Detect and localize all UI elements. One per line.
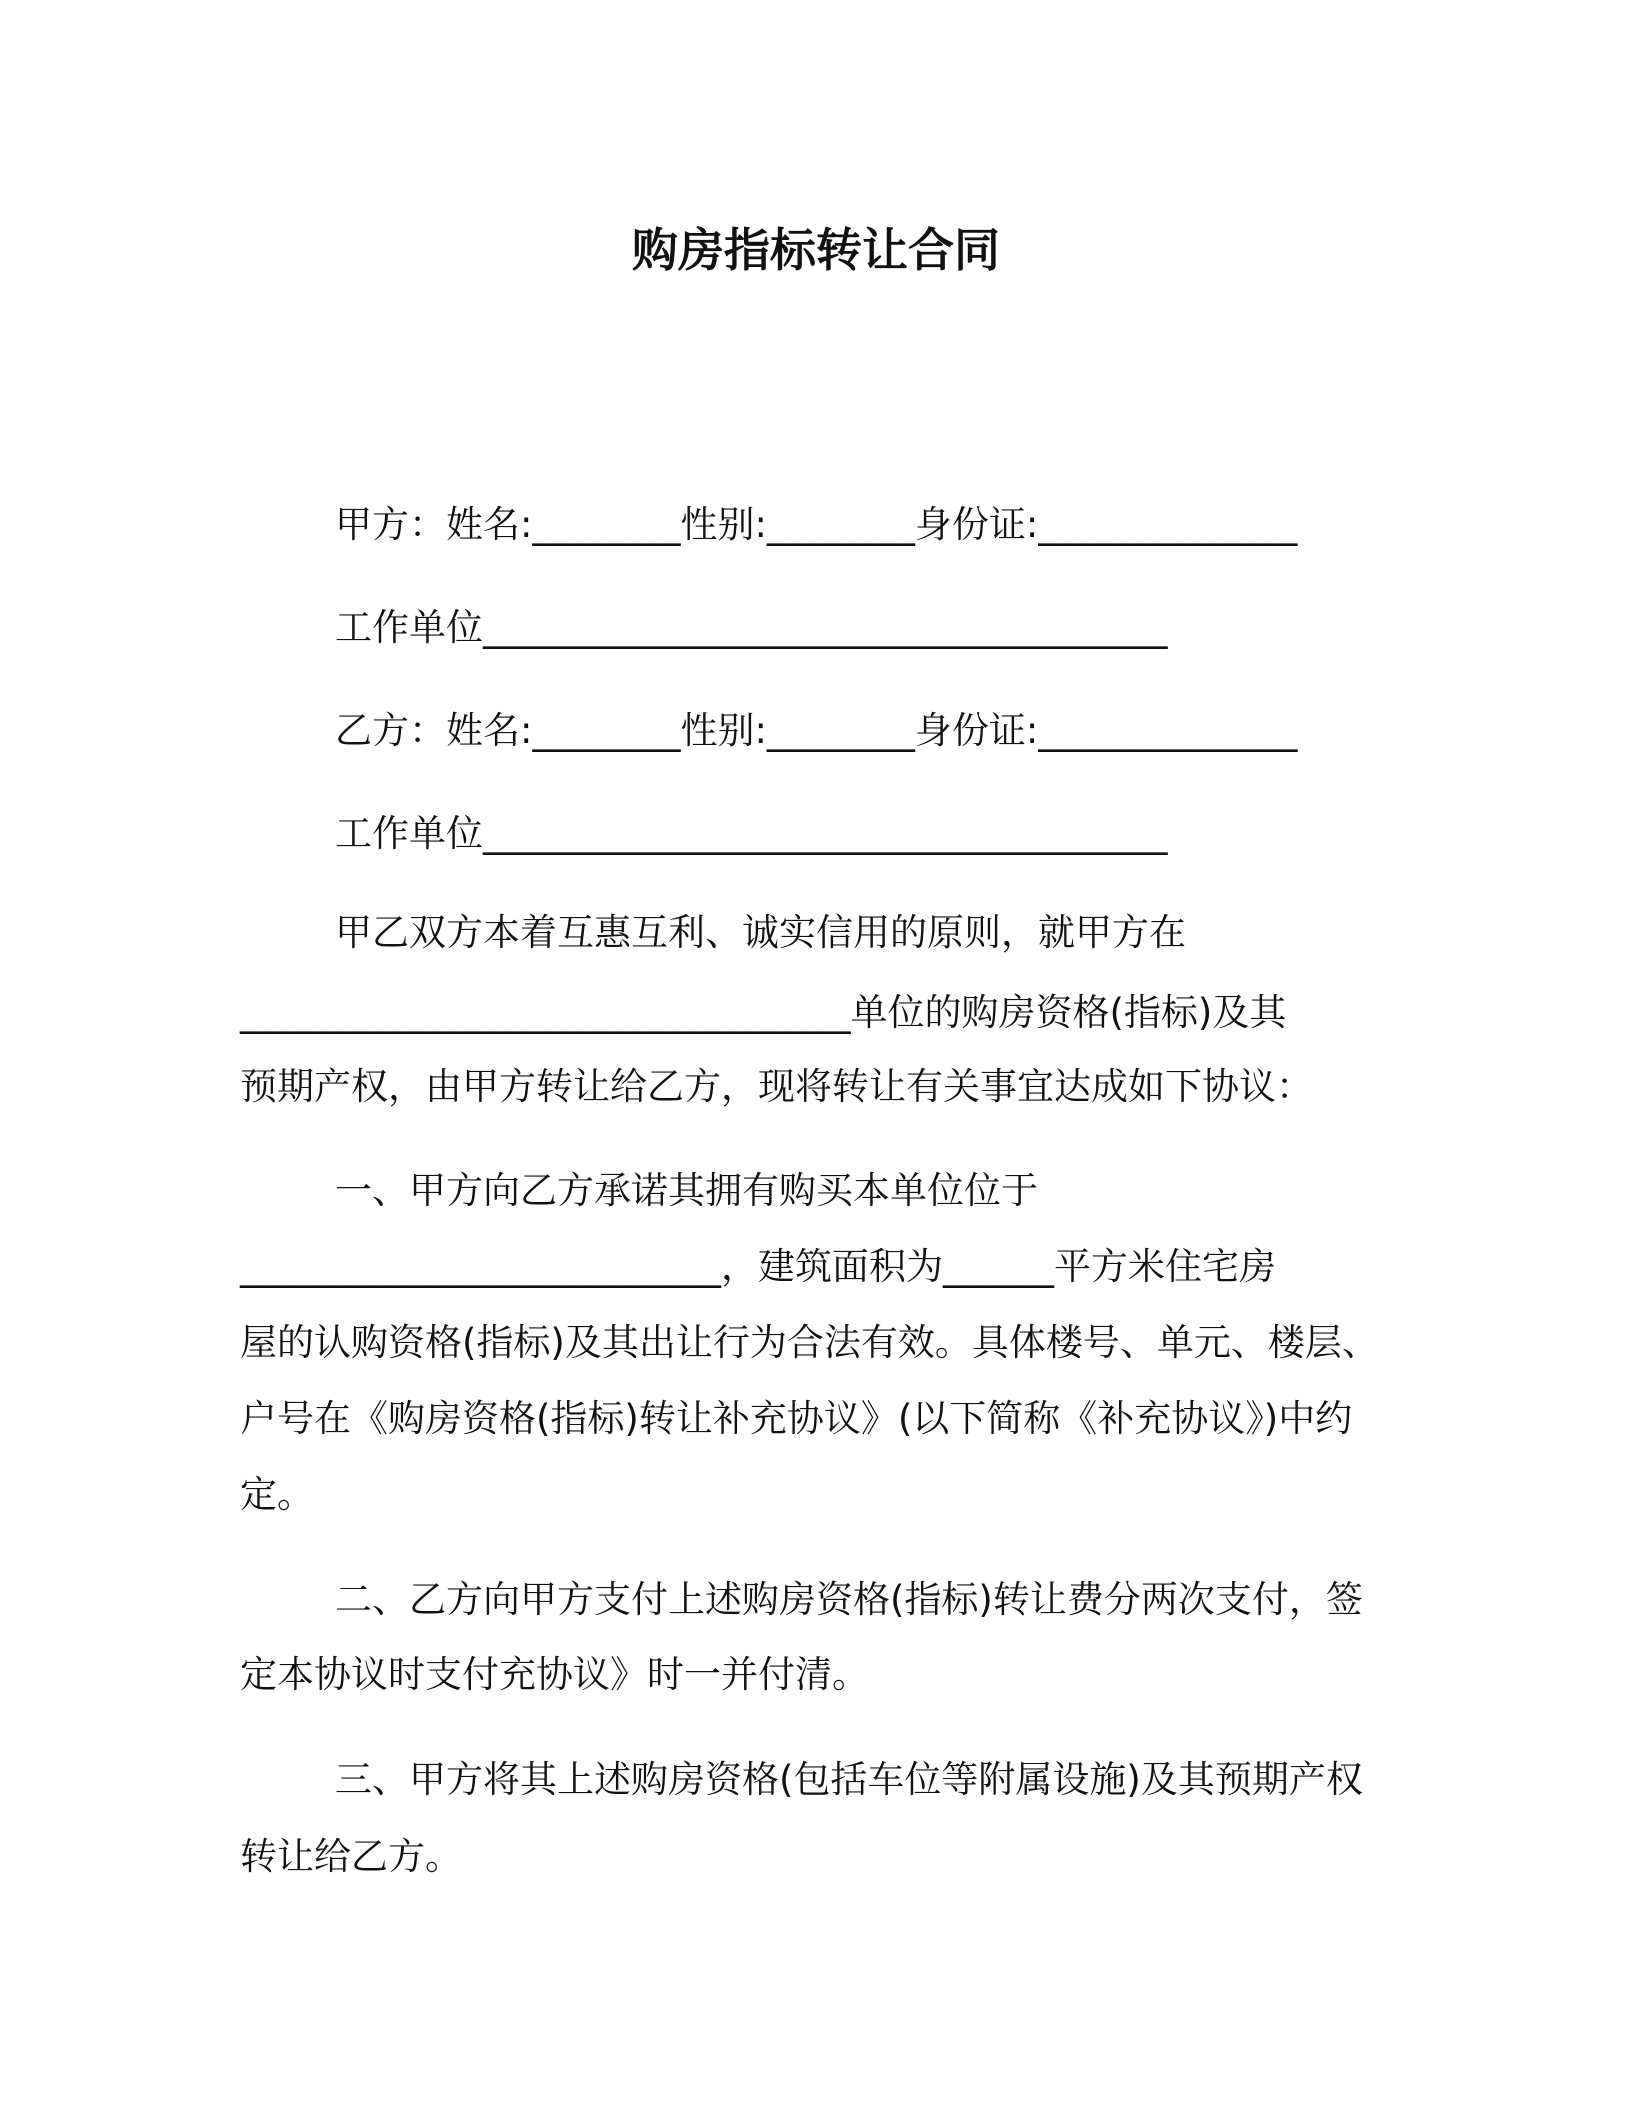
clause-1-line-3: 屋的认购资格(指标)及其出让行为合法有效。具体楼号、单元、楼层、 — [240, 1321, 1379, 1364]
party-a-workplace-line: 工作单位_____________________________________ — [335, 606, 1168, 649]
clause-2-line-1: 二、乙方向甲方支付上述购房资格(指标)转让费分两次支付，签 — [335, 1578, 1363, 1621]
clause-3-line-2: 转让给乙方。 — [240, 1835, 462, 1878]
party-b-workplace-line: 工作单位_____________________________________ — [335, 812, 1168, 855]
preamble-line-2: _________________________________单位的购房资格(指标)及其 — [240, 991, 1287, 1034]
document-title: 购房指标转让合同 — [632, 223, 1000, 277]
clause-1-line-5: 定。 — [240, 1473, 314, 1516]
party-b-info-line: 乙方：姓名:________性别:________身份证:______________ — [335, 709, 1298, 752]
clause-2-line-2: 定本协议时支付充协议》时一并付清。 — [240, 1653, 869, 1696]
clause-1-line-2: __________________________，建筑面积为______平方米住宅房 — [240, 1245, 1276, 1288]
preamble-line-3: 预期产权，由甲方转让给乙方，现将转让有关事宜达成如下协议： — [240, 1065, 1313, 1108]
clause-3-line-1: 三、甲方将其上述购房资格(包括车位等附属设施)及其预期产权 — [335, 1758, 1363, 1801]
preamble-line-1: 甲乙双方本着互惠互利、诚实信用的原则，就甲方在 — [335, 911, 1186, 954]
clause-1-line-4: 户号在《购房资格(指标)转让补充协议》(以下简称《补充协议》)中约 — [240, 1397, 1353, 1440]
party-a-info-line: 甲方：姓名:________性别:________身份证:______________ — [335, 503, 1298, 546]
clause-1-line-1: 一、甲方向乙方承诺其拥有购买本单位位于 — [335, 1169, 1038, 1212]
